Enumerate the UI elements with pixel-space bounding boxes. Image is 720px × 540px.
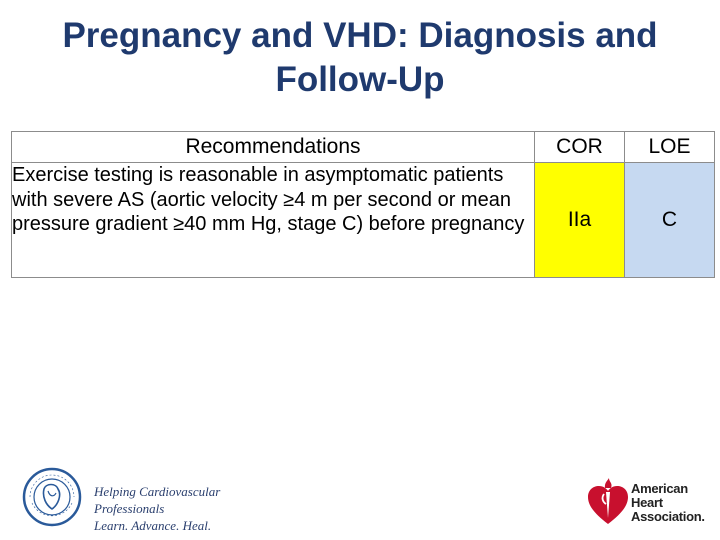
header-loe: LOE <box>625 132 715 163</box>
slide-title-line-1: Pregnancy and VHD: Diagnosis and <box>62 16 658 55</box>
aha-line-1: American <box>631 481 688 496</box>
recommendation-table <box>11 131 715 278</box>
acc-seal-logo <box>22 467 82 527</box>
aha-footer <box>585 478 715 534</box>
acc-tagline <box>94 483 282 534</box>
aha-line-2: Heart <box>631 495 663 510</box>
loe-value: C <box>625 163 715 278</box>
slide-title <box>0 14 720 102</box>
cor-value: IIa <box>535 163 625 278</box>
table-header-row <box>12 132 715 163</box>
table-row <box>12 163 715 278</box>
recommendation-text: Exercise testing is reasonable in asymptomatic patients with severe AS (aortic velocity ≥4 m per second or mean pressure gradient ≥40 mm Hg, stage C) before pregnancy <box>12 163 535 278</box>
acc-footer <box>22 467 282 531</box>
aha-heart-torch-logo <box>585 478 631 530</box>
slide-title-line-2: Follow-Up <box>275 60 445 99</box>
aha-line-3: Association. <box>631 509 705 524</box>
acc-tagline-line-1: Helping Cardiovascular Professionals <box>94 484 221 516</box>
header-cor: COR <box>535 132 625 163</box>
header-recommendations: Recommendations <box>12 132 535 163</box>
acc-tagline-line-2: Learn. Advance. Heal. <box>94 518 212 533</box>
aha-wordmark <box>631 482 705 524</box>
